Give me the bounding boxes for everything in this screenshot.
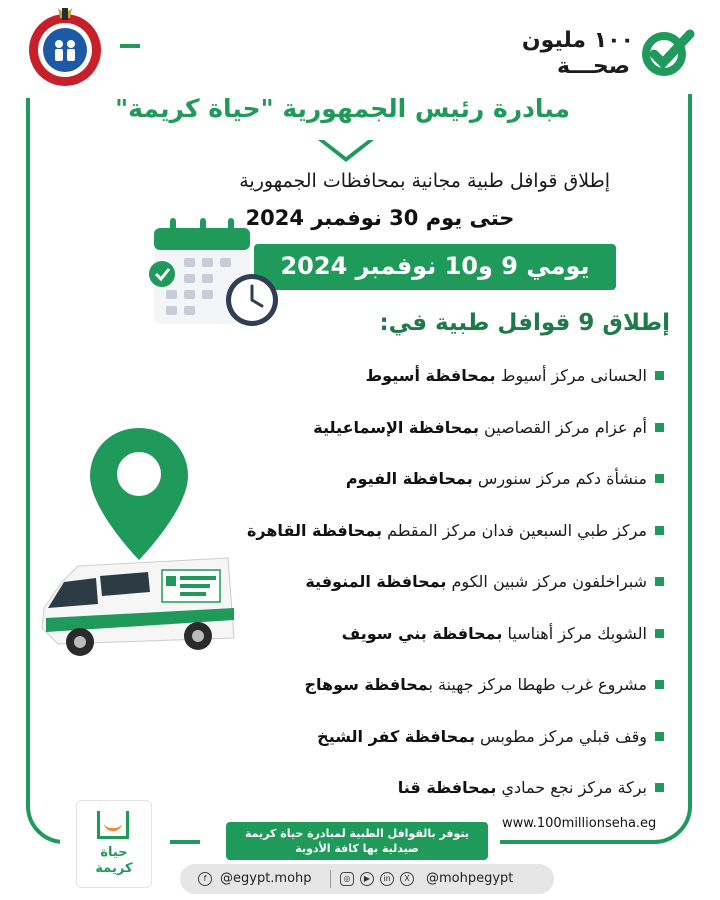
bullet-icon — [655, 577, 664, 586]
list-item — [260, 711, 664, 763]
item-governorate: بمحافظة بني سويف — [341, 623, 503, 643]
launch-heading: إطلاق 9 قوافل طبية في: — [379, 310, 670, 336]
list-item — [260, 402, 664, 454]
item-place: أم عزام مركز القصاصين — [478, 417, 647, 437]
list-item — [260, 556, 664, 608]
website-link[interactable]: www.100millionseha.eg — [502, 816, 657, 831]
x-icon[interactable]: X — [400, 872, 414, 886]
item-place: الحسانى مركز أسيوط — [495, 366, 647, 386]
location-pin-icon — [84, 424, 194, 564]
list-item — [260, 608, 664, 660]
bullet-icon — [655, 783, 664, 792]
item-governorate: بمحافظة قنا — [397, 778, 497, 798]
pharmacy-note — [226, 822, 488, 860]
item-governorate: بمحافظة القاهرة — [246, 520, 383, 540]
list-item — [246, 505, 664, 557]
bullet-icon — [655, 474, 664, 483]
item-place: منشأة دكم مركز سنورس — [472, 469, 647, 489]
mohp-handle[interactable]: @mohpegypt — [426, 871, 514, 886]
list-item — [260, 453, 664, 505]
checkmark-icon — [640, 26, 696, 78]
item-place: بركة مركز نجع حمادي — [496, 778, 647, 798]
list-item — [260, 350, 664, 402]
item-governorate: بمحافظة كفر الشيخ — [317, 726, 475, 746]
linkedin-icon[interactable]: in — [380, 872, 394, 886]
bullet-icon — [655, 732, 664, 741]
hayah-karima-line-2: كريمة — [95, 861, 133, 876]
note-line-2: صيدلية بها كافة الأدوية — [295, 842, 419, 855]
100-million-seha-logo — [521, 20, 700, 84]
note-line-1: يتوفر بالقوافل الطبية لمبادرة حياة كريمة — [244, 827, 470, 840]
item-place: مشروع غرب طهطا مركز جهينة ب — [428, 675, 647, 695]
item-governorate: بمحافظة الإسماعيلية — [313, 417, 479, 437]
item-governorate: محافظة سوهاج — [304, 675, 429, 695]
subtitle: إطلاق قوافل طبية مجانية بمحافظات الجمهورية — [239, 170, 610, 192]
title-notch-inner — [324, 140, 368, 157]
item-governorate: بمحافظة أسيوط — [365, 366, 496, 386]
date-banner — [254, 244, 616, 290]
footer-divider — [330, 870, 331, 888]
ministry-of-health-logo — [24, 6, 106, 88]
date-banner-text: يومي 9 و10 نوفمبر 2024 — [280, 252, 590, 280]
item-place: شبراخلفون مركز شبين الكوم — [446, 572, 647, 592]
youtube-icon[interactable]: ▶ — [360, 872, 374, 886]
hayah-karima-line-1: حياة — [100, 845, 128, 860]
logo-line-2: صحـــة — [556, 54, 630, 79]
facebook-handle[interactable]: @egypt.mohp — [220, 871, 312, 886]
instagram-icon[interactable]: ◎ — [340, 872, 354, 886]
facebook-icon[interactable]: f — [198, 872, 212, 886]
until-date: حتى يوم 30 نوفمبر 2024 — [245, 206, 515, 230]
item-governorate: بمحافظة الفيوم — [345, 469, 473, 489]
caravan-locations-list — [246, 350, 664, 814]
item-place: الشوبك مركز أهناسيا — [502, 623, 647, 643]
bullet-icon — [655, 680, 664, 689]
item-place: مركز طبي السبعين فدان مركز المقطم — [382, 520, 647, 540]
bullet-icon — [655, 423, 664, 432]
logo-line-1: ١٠٠ مليون — [521, 28, 634, 53]
calendar-clock-icon — [148, 212, 288, 338]
medical-van-image — [38, 548, 248, 660]
bullet-icon — [655, 371, 664, 380]
social-footer — [180, 864, 554, 894]
list-item — [260, 659, 664, 711]
bullet-icon — [655, 629, 664, 638]
list-item — [260, 762, 664, 814]
item-place: وقف قبلي مركز مطوبس — [474, 726, 647, 746]
page-title: مبادرة رئيس الجمهورية "حياة كريمة" — [115, 94, 570, 123]
hayah-karima-logo — [76, 800, 152, 888]
item-governorate: بمحافظة المنوفية — [305, 572, 447, 592]
bullet-icon — [655, 526, 664, 535]
